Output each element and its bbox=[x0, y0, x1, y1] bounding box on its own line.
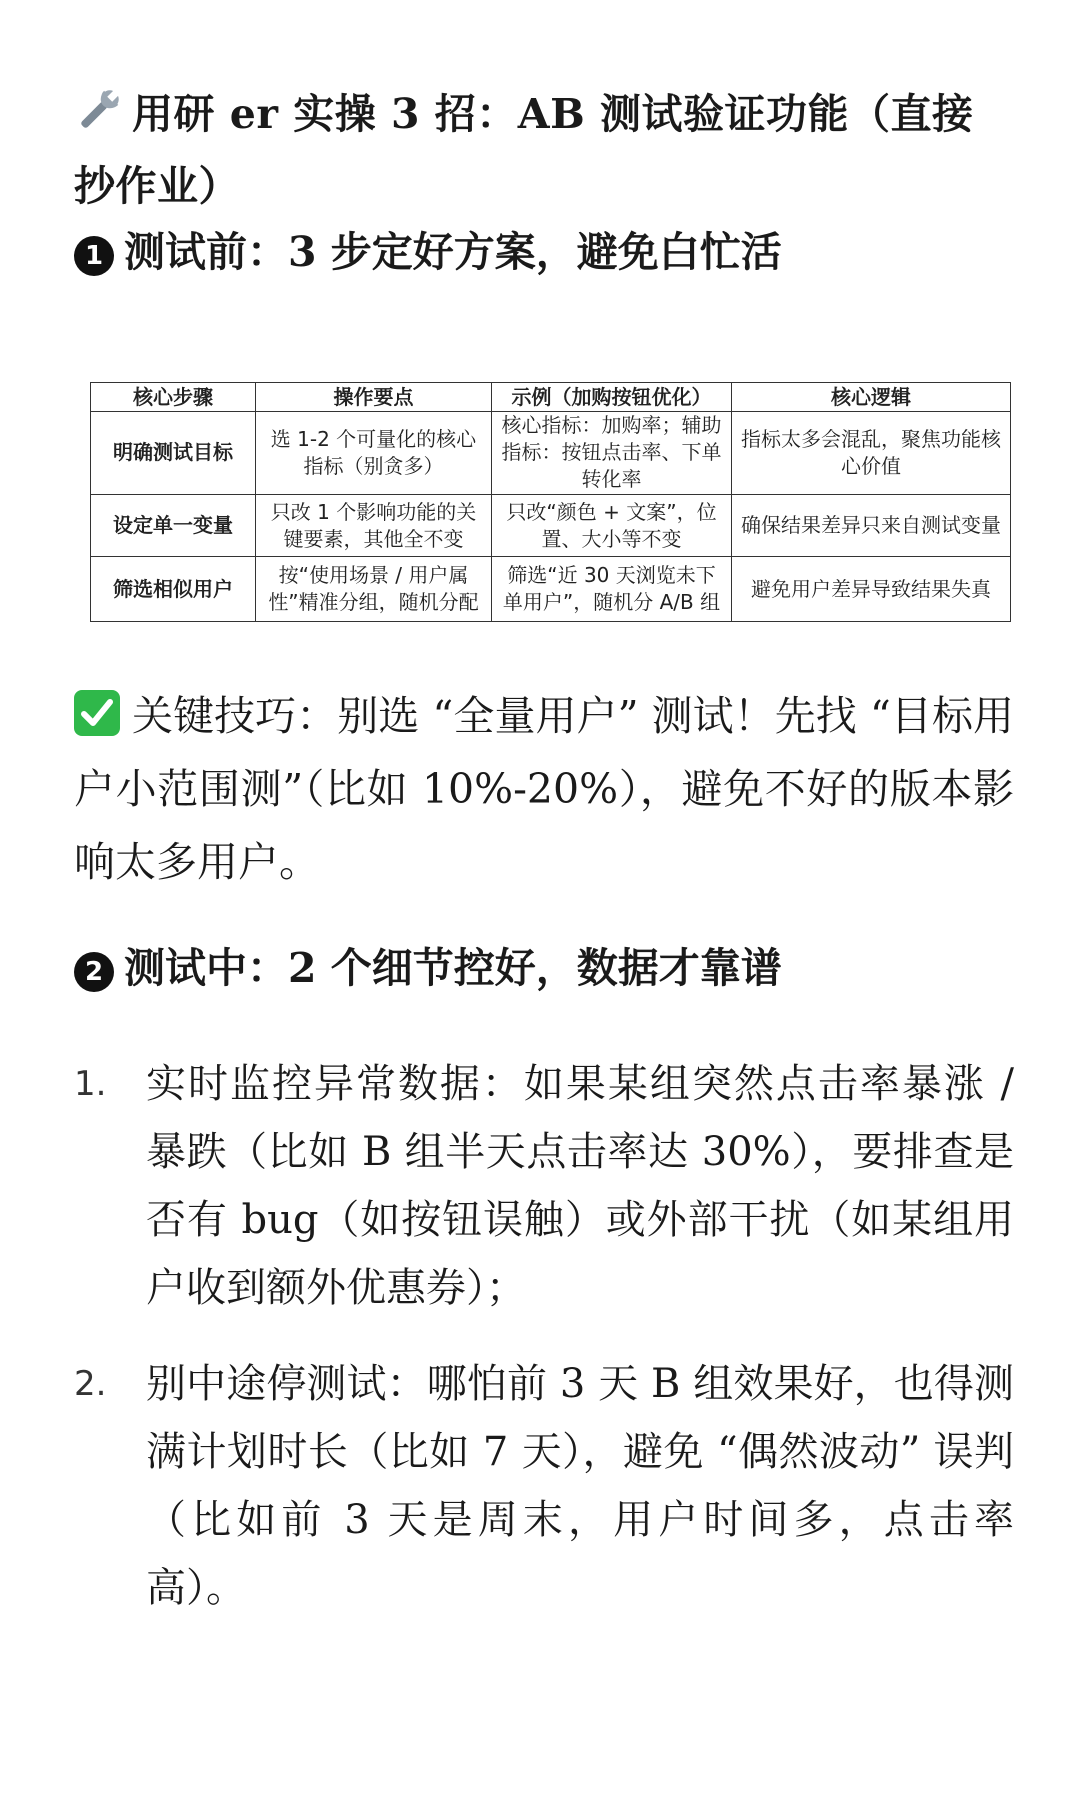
plan-table bbox=[90, 382, 1010, 622]
table-row bbox=[91, 412, 1011, 495]
list-item bbox=[74, 1350, 1014, 1622]
list-item-index: 2. bbox=[74, 1364, 107, 1404]
section-1-heading bbox=[74, 216, 1014, 288]
number-1-icon: 1 bbox=[74, 236, 114, 276]
section-2-heading bbox=[74, 932, 1014, 1004]
number-2-icon: 2 bbox=[74, 952, 114, 992]
list-item bbox=[74, 1050, 1014, 1322]
section-2-title: 测试中：2 个细节控好，数据才靠谱 bbox=[124, 944, 782, 992]
table-cell-logic: 指标太多会混乱，聚焦功能核心价值 bbox=[732, 412, 1011, 495]
table-header-cell: 核心步骤 bbox=[91, 383, 256, 412]
title-text: 用研 er 实操 3 招：AB 测试验证功能（直接抄作业） bbox=[74, 90, 974, 210]
table-cell-step: 明确测试目标 bbox=[91, 412, 256, 495]
table-row bbox=[91, 557, 1011, 622]
table-cell-point: 按“使用场景 / 用户属性”精准分组，随机分配 bbox=[256, 557, 492, 622]
tips-list bbox=[74, 1050, 1014, 1650]
table-cell-example: 核心指标：加购率；辅助指标：按钮点击率、下单转化率 bbox=[492, 412, 732, 495]
table-header-cell: 示例（加购按钮优化） bbox=[492, 383, 732, 412]
list-item-index: 1. bbox=[74, 1064, 107, 1104]
table-cell-example: 只改“颜色 + 文案”，位置、大小等不变 bbox=[492, 494, 732, 557]
table-cell-point: 选 1-2 个可量化的核心指标（别贪多） bbox=[256, 412, 492, 495]
table-cell-logic: 避免用户差异导致结果失真 bbox=[732, 557, 1011, 622]
table-header-cell: 操作要点 bbox=[256, 383, 492, 412]
table-header-row bbox=[91, 383, 1011, 412]
key-tip-text: 关键技巧：别选 “全量用户” 测试！先找 “目标用户小范围测”（比如 10%-20%），避免不好的版本影响太多用户。 bbox=[74, 692, 1014, 886]
table-cell-example: 筛选“近 30 天浏览未下单用户”，随机分 A/B 组 bbox=[492, 557, 732, 622]
section-1-title: 测试前：3 步定好方案，避免白忙活 bbox=[124, 228, 782, 276]
list-item-text: 别中途停测试：哪怕前 3 天 B 组效果好，也得测满计划时长（比如 7 天），避免 “偶然波动” 误判（比如前 3 天是周末，用户时间多，点击率高）。 bbox=[146, 1361, 1014, 1611]
table-row bbox=[91, 494, 1011, 557]
list-item-text: 实时监控异常数据：如果某组突然点击率暴涨 / 暴跌（比如 B 组半天点击率达 30%），要排查是否有 bug（如按钮误触）或外部干扰（如某组用户收到额外优惠券）； bbox=[146, 1061, 1014, 1311]
article-title bbox=[74, 78, 1014, 222]
check-mark-icon bbox=[74, 690, 120, 736]
key-tip-paragraph bbox=[74, 680, 1014, 899]
table-cell-logic: 确保结果差异只来自测试变量 bbox=[732, 494, 1011, 557]
table-cell-point: 只改 1 个影响功能的关键要素，其他全不变 bbox=[256, 494, 492, 557]
wrench-icon bbox=[74, 84, 120, 128]
table-header-cell: 核心逻辑 bbox=[732, 383, 1011, 412]
table-cell-step: 设定单一变量 bbox=[91, 494, 256, 557]
table-cell-step: 筛选相似用户 bbox=[91, 557, 256, 622]
